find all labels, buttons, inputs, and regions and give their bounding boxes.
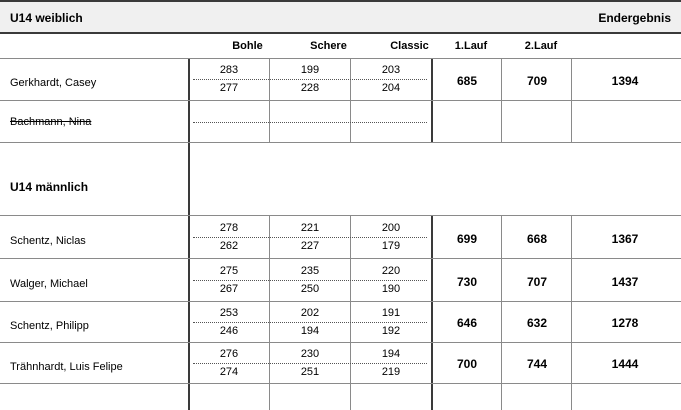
result-label: Endergebnis [598, 11, 671, 25]
score-schere-top: 230 [300, 348, 320, 360]
row-divider-top-2 [0, 215, 681, 216]
score-lauf1: 699 [456, 232, 478, 246]
score-lauf1: 730 [456, 275, 478, 289]
score-bohle-bottom: 277 [219, 82, 239, 94]
row-divider-4 [0, 301, 681, 302]
score-total: 1394 [611, 74, 639, 88]
column-header-lauf1: 1.Lauf [454, 40, 488, 52]
athlete-name: Bachmann, Nina [10, 116, 92, 128]
score-schere-bottom: 250 [300, 283, 320, 295]
row-divider-5 [0, 342, 681, 343]
score-lauf1: 700 [456, 357, 478, 371]
score-schere-top: 199 [300, 64, 320, 76]
score-classic-bottom: 219 [381, 366, 401, 378]
score-total: 1444 [611, 357, 639, 371]
score-lauf1: 685 [456, 74, 478, 88]
score-schere-bottom: 251 [300, 366, 320, 378]
score-classic-top: 194 [381, 348, 401, 360]
row-dotted-divider [193, 322, 427, 323]
column-header-lauf2: 2.Lauf [524, 40, 558, 52]
header-band [0, 0, 681, 34]
score-lauf2: 744 [526, 357, 548, 371]
vertical-divider-lauf2-b [571, 215, 572, 410]
row-divider-top-1 [0, 58, 681, 59]
score-total: 1437 [611, 275, 639, 289]
score-bohle-top: 253 [219, 307, 239, 319]
score-classic-top: 200 [381, 222, 401, 234]
score-classic-bottom: 204 [381, 82, 401, 94]
score-schere-top: 202 [300, 307, 320, 319]
column-header-bohle: Bohle [232, 40, 263, 52]
vertical-divider-main [188, 58, 190, 410]
score-bohle-top: 276 [219, 348, 239, 360]
page-title: U14 weiblich [10, 11, 83, 25]
score-classic-top: 203 [381, 64, 401, 76]
row-divider-6 [0, 383, 681, 384]
row-divider-1 [0, 100, 681, 101]
score-classic-top: 191 [381, 307, 401, 319]
row-dotted-divider [193, 363, 427, 364]
score-classic-bottom: 192 [381, 325, 401, 337]
row-divider-2 [0, 142, 681, 143]
score-bohle-top: 278 [219, 222, 239, 234]
vertical-divider-schere-b [350, 215, 351, 410]
athlete-name: Gerkhardt, Casey [10, 77, 97, 89]
vertical-divider-classic-b [431, 215, 433, 410]
row-divider-3 [0, 258, 681, 259]
score-lauf2: 707 [526, 275, 548, 289]
score-bohle-top: 275 [219, 265, 239, 277]
athlete-name: Trähnhardt, Luis Felipe [10, 361, 123, 373]
score-classic-top: 220 [381, 265, 401, 277]
column-header-schere: Schere [310, 40, 347, 52]
vertical-divider-bohle-b [269, 215, 270, 410]
score-bohle-bottom: 267 [219, 283, 239, 295]
score-schere-bottom: 194 [300, 325, 320, 337]
column-header-classic: Classic [390, 40, 429, 52]
row-dotted-divider [193, 122, 427, 123]
score-classic-bottom: 190 [381, 283, 401, 295]
row-dotted-divider [193, 79, 427, 80]
score-classic-bottom: 179 [381, 240, 401, 252]
score-lauf1: 646 [456, 316, 478, 330]
score-lauf2: 668 [526, 232, 548, 246]
vertical-divider-lauf1-b [501, 215, 502, 410]
score-schere-top: 235 [300, 265, 320, 277]
row-dotted-divider [193, 280, 427, 281]
score-lauf2: 709 [526, 74, 548, 88]
athlete-name: Schentz, Niclas [10, 235, 86, 247]
athlete-name: Walger, Michael [10, 278, 88, 290]
score-lauf2: 632 [526, 316, 548, 330]
athlete-name: Schentz, Philipp [10, 320, 89, 332]
score-bohle-bottom: 274 [219, 366, 239, 378]
score-schere-top: 221 [300, 222, 320, 234]
score-total: 1278 [611, 316, 639, 330]
score-total: 1367 [611, 232, 639, 246]
row-dotted-divider [193, 237, 427, 238]
score-bohle-bottom: 262 [219, 240, 239, 252]
section-title-maennlich: U14 männlich [10, 180, 89, 194]
score-schere-bottom: 227 [300, 240, 320, 252]
score-bohle-top: 283 [219, 64, 239, 76]
column-header-row [0, 36, 681, 58]
score-bohle-bottom: 246 [219, 325, 239, 337]
score-schere-bottom: 228 [300, 82, 320, 94]
